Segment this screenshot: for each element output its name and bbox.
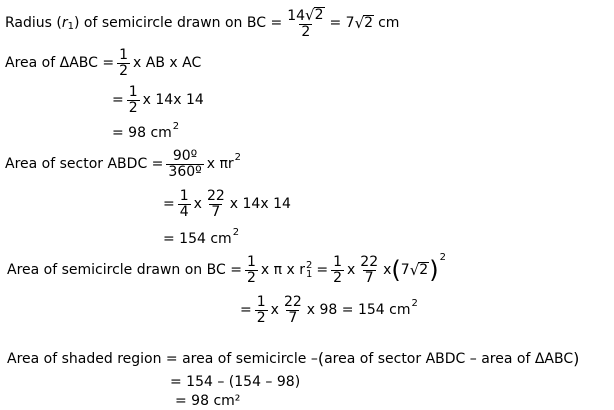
radius-subscript: 1: [67, 21, 74, 32]
sqrt-symbol: √ 2: [305, 5, 324, 24]
pi-fraction: [282, 295, 304, 326]
radius-fraction-num-value: 14: [287, 7, 306, 24]
times-sign: x: [193, 196, 202, 212]
fraction-denominator: 2: [128, 99, 138, 116]
times-sign: x: [383, 262, 392, 278]
half-fraction: [255, 295, 268, 326]
half-fraction: [117, 48, 130, 79]
abc-area-expression: x AB x AC: [133, 55, 202, 71]
half-fraction: [127, 85, 140, 116]
sector-area-result: [163, 229, 239, 249]
sqrt-radicand: 2: [419, 262, 429, 278]
quarter-fraction: [178, 189, 191, 220]
fraction-numerator: 90º: [172, 147, 198, 164]
fraction-numerator: 22: [360, 253, 379, 270]
pi-fraction: [205, 189, 227, 220]
equals-sign: =: [112, 92, 124, 108]
radius-fraction: [285, 7, 326, 40]
abc-area-result: [112, 123, 179, 143]
sector-area-line: [5, 145, 241, 183]
times-sign: x: [347, 262, 356, 278]
radius-symbol: r: [61, 15, 68, 31]
times-sign: x: [270, 302, 279, 318]
equals-sign: =: [163, 196, 175, 212]
sector-area-step: [163, 186, 291, 222]
fraction-numerator: 1: [256, 293, 266, 310]
shaded-region-step-expression: = 154 – (154 – 98): [170, 374, 301, 390]
unit-exponent: 2: [172, 121, 180, 132]
outer-exponent: 2: [439, 252, 446, 263]
sector-area-step-tail: x 14x 14: [229, 196, 291, 212]
fraction-numerator: 22: [283, 293, 302, 310]
close-paren: ): [573, 349, 580, 368]
radius-value: 7: [400, 262, 410, 278]
unit-exponent: 2: [411, 298, 418, 309]
equals-sign: =: [316, 262, 329, 278]
fraction-numerator: 1: [128, 83, 138, 100]
shaded-region-paren-content: area of sector ABDC – area of ΔABC: [324, 351, 574, 367]
fraction-denominator: 7: [211, 203, 221, 220]
unit-exponent: 2: [232, 227, 240, 238]
sqrt-symbol: √ 2: [354, 14, 374, 32]
fraction-numerator: 1: [246, 253, 256, 270]
half-fraction: [331, 255, 344, 286]
open-paren: (: [317, 349, 325, 368]
abc-area-step: [112, 82, 204, 118]
radius-exponent: 2: [234, 152, 242, 163]
shaded-region-result: [175, 392, 240, 410]
pi-times-r: x π x r: [260, 262, 305, 278]
radius-unit: cm: [378, 15, 400, 31]
fraction-denominator: 4: [179, 203, 189, 220]
semicircle-area-line: [7, 250, 446, 290]
fraction-denominator: 7: [364, 269, 374, 286]
sector-area-label: Area of sector ABDC =: [5, 156, 164, 172]
shaded-region-label: Area of shaded region = area of semicircle –: [7, 351, 318, 367]
abc-area-result-value: = 98 cm: [112, 125, 172, 141]
equals-sign: =: [240, 302, 252, 318]
fraction-denominator: 360º: [168, 163, 202, 180]
fraction-denominator: 2: [246, 269, 256, 286]
radius-fraction-denominator: 2: [301, 23, 311, 40]
half-fraction: [245, 255, 258, 286]
abc-area-step-expression: x 14x 14: [142, 92, 204, 108]
radius-fraction-numerator: [285, 7, 326, 24]
sector-area-result-value: = 154 cm: [163, 231, 232, 247]
sqrt-symbol: √ 2: [409, 261, 429, 279]
r1-exponent: 2: [305, 260, 313, 271]
abc-area-line: [5, 45, 201, 81]
radius-mid-text: ) of semicircle drawn on BC =: [74, 15, 283, 31]
fraction-numerator: 1: [333, 253, 342, 270]
shaded-region-step: [170, 373, 300, 391]
radius-lead: Radius (: [5, 15, 62, 31]
close-paren: ): [429, 256, 439, 284]
fraction-numerator: 22: [206, 187, 225, 204]
fraction-numerator: 1: [179, 187, 189, 204]
fraction-denominator: 7: [288, 309, 298, 326]
radius-equals: = 7: [329, 15, 355, 31]
semicircle-area-step: [240, 291, 418, 329]
fraction-numerator: 1: [119, 46, 129, 63]
radius-line: [5, 3, 399, 43]
semicircle-area-result: x 98 = 154 cm: [306, 302, 411, 318]
open-paren: (: [391, 256, 401, 284]
degree-fraction: [166, 149, 203, 180]
sqrt-radicand: 2: [364, 15, 374, 31]
shaded-region-line: [7, 349, 579, 369]
fraction-denominator: 2: [119, 62, 129, 79]
fraction-denominator: 2: [333, 269, 342, 286]
fraction-denominator: 2: [256, 309, 266, 326]
shaded-region-result-value: = 98 cm²: [175, 393, 241, 409]
semicircle-area-label: Area of semicircle drawn on BC =: [7, 262, 242, 278]
sqrt-radicand: 2: [314, 6, 324, 23]
r1-subscript: 1: [305, 269, 313, 280]
abc-area-label: Area of ΔABC =: [5, 55, 115, 71]
pi-fraction: [358, 255, 380, 286]
pi-r-squared: x πr: [206, 156, 234, 172]
r1-squared-indices: [306, 261, 312, 279]
